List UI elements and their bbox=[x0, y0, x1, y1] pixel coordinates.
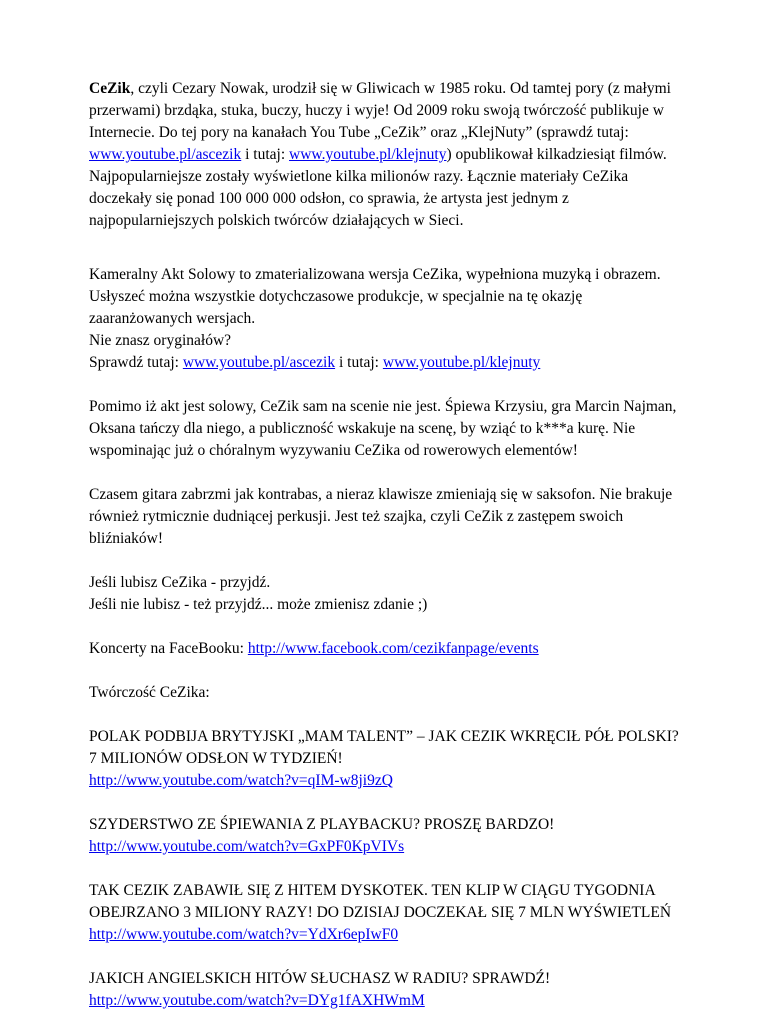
video-item bbox=[89, 726, 689, 792]
video-link[interactable]: http://www.youtube.com/watch?v=GxPF0KpVIVs bbox=[89, 838, 405, 855]
intro-text-3: ) opublikował kilkadziesiąt filmów. Najpopularniejsze zostały wyświetlone kilka milionów razy. Łącznie materiały CeZika doczekały się ponad 100 000 000 odsłon, co sprawia, że artysta jest jednym z najpopularniejszych polskich twórców działających w Sieci. bbox=[89, 146, 667, 229]
link-ascezik[interactable]: www.youtube.pl/ascezik bbox=[89, 146, 242, 163]
akt-line-1: Kameralny Akt Solowy to zmaterializowana wersja CeZika, wypełniona muzyką i obrazem. Usłyszeć można wszystkie dotychczasowe produkcje, w specjalnie na tę okazję zaaranżowanych wersjach. bbox=[89, 266, 661, 327]
concerts-label: Koncerty na FaceBooku: bbox=[89, 640, 248, 657]
artist-name: CeZik bbox=[89, 80, 131, 97]
akt-link-klejnuty[interactable]: www.youtube.pl/klejnuty bbox=[382, 354, 541, 371]
intro-paragraph bbox=[89, 78, 689, 232]
video-title: JAKICH ANGIELSKICH HITÓW SŁUCHASZ W RADIU? SPRAWDŹ! bbox=[89, 970, 551, 987]
akt-link-ascezik[interactable]: www.youtube.pl/ascezik bbox=[182, 354, 336, 371]
video-link[interactable]: http://www.youtube.com/watch?v=YdXr6epIwF0 bbox=[89, 926, 399, 943]
video-title: TAK CEZIK ZABAWIŁ SIĘ Z HITEM DYSKOTEK. TEN KLIP W CIĄGU TYGODNIA OBEJRZANO 3 MILIONY RAZY! DO DZISIAJ DOCZEKAŁ SIĘ 7 MLN WYŚWIETLEŃ bbox=[89, 882, 672, 921]
video-item bbox=[89, 880, 689, 946]
invite-paragraph bbox=[89, 572, 689, 616]
tworczosc-heading: Twórczość CeZika: bbox=[89, 684, 210, 701]
document-page bbox=[89, 78, 689, 1012]
invite-line-2: Jeśli nie lubisz - też przyjdź... może zmienisz zdanie ;) bbox=[89, 596, 428, 613]
akt-line-3-mid: i tutaj: bbox=[335, 354, 383, 371]
video-title: POLAK PODBIJA BRYTYJSKI „MAM TALENT” – JAK CEZIK WKRĘCIŁ PÓŁ POLSKI? 7 MILIONÓW ODSŁON W TYDZIEŃ! bbox=[89, 728, 679, 767]
video-item bbox=[89, 968, 689, 1012]
video-item bbox=[89, 814, 689, 858]
link-klejnuty[interactable]: www.youtube.pl/klejnuty bbox=[289, 146, 447, 163]
akt-line-2: Nie znasz oryginałów? bbox=[89, 332, 232, 349]
concerts-paragraph bbox=[89, 638, 689, 660]
stage-paragraph: Pomimo iż akt jest solowy, CeZik sam na scenie nie jest. Śpiewa Krzysiu, gra Marcin Najman, Oksana tańczy dla niego, a publiczność wskakuje na scenę, by wziąć to k***a kurę. Nie wspominając już o chóralnym wyzywaniu CeZika od rowerowych elementów! bbox=[89, 398, 677, 459]
video-link[interactable]: http://www.youtube.com/watch?v=qIM-w8ji9zQ bbox=[89, 772, 393, 789]
video-link[interactable]: http://www.youtube.com/watch?v=DYg1fAXHWmM bbox=[89, 992, 425, 1009]
akt-paragraph bbox=[89, 264, 689, 374]
facebook-events-link[interactable]: http://www.facebook.com/cezikfanpage/events bbox=[247, 640, 539, 657]
intro-text-1: , czyli Cezary Nowak, urodził się w Gliwicach w 1985 roku. Od tamtej pory (z małymi przerwami) brzdąka, stuka, buczy, huczy i wyje! Od 2009 roku swoją twórczość publikuje w Internecie. Do tej pory na kanałach You Tube „CeZik” oraz „KlejNuty” (sprawdź tutaj: bbox=[89, 80, 671, 141]
invite-line-1: Jeśli lubisz CeZika - przyjdź. bbox=[89, 574, 271, 591]
instruments-paragraph: Czasem gitara zabrzmi jak kontrabas, a nieraz klawisze zmieniają się w saksofon. Nie brakuje również rytmicznie dudniącej perkusji. Jest też szajka, czyli CeZik z zastępem swoich bliźniaków! bbox=[89, 486, 673, 547]
video-title: SZYDERSTWO ZE ŚPIEWANIA Z PLAYBACKU? PROSZĘ BARDZO! bbox=[89, 816, 555, 833]
akt-line-3-prefix: Sprawdź tutaj: bbox=[89, 354, 183, 371]
intro-text-2: i tutaj: bbox=[241, 146, 290, 163]
